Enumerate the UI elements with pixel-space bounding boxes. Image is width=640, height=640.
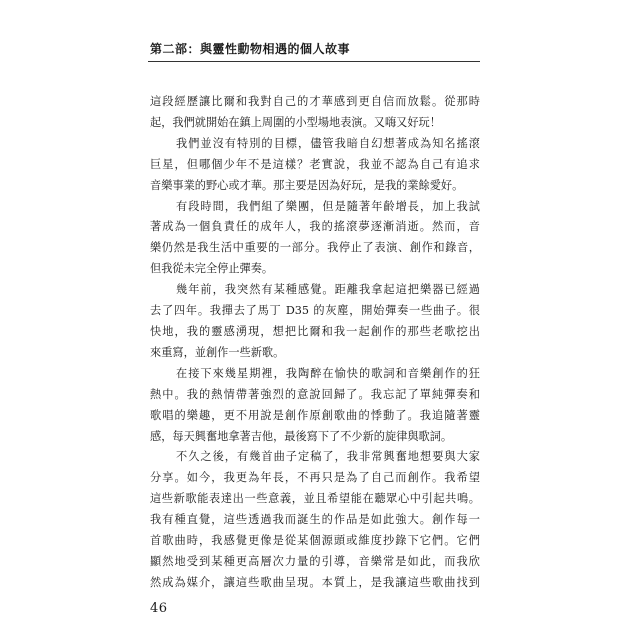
header-rule (148, 61, 480, 62)
text-line: 音樂事業的野心或才華。那主要是因為好玩，是我的業餘愛好。 (150, 178, 464, 192)
text-line: 熱中。我的熱情帶著強烈的意說回歸了。我忘記了單純彈奏和 (150, 387, 480, 401)
text-line: 不久之後，有幾首曲子定稿了，我非常興奮地想要與大家 (176, 450, 480, 464)
text-line: 首歌曲時，我感覺更像是從某個源頭或維度抄錄下它們。它們 (150, 534, 480, 548)
text-line: 但我從未完全停止彈奏。 (150, 262, 274, 276)
text-line: 然成為媒介，讓這些歌曲呈現。本質上，是我讓這些歌曲找到 (150, 575, 480, 589)
text-line: 這些新歌能表達出一些意義，並且希望能在聽眾心中引起共鳴。 (150, 492, 480, 506)
text-line: 顯然地受到某種更高層次力量的引導，音樂常是如此，而我欣 (150, 554, 480, 568)
text-line: 分享。如今，我更為年長，不再只是為了自己而創作。我希望 (150, 471, 480, 485)
running-header: 第二部：與靈性動物相遇的個人故事 (150, 42, 351, 56)
text-line: 幾年前，我突然有某種感覺。距離我拿起這把樂器已經過 (176, 283, 480, 297)
text-line: 在接下來幾星期裡，我陶醉在愉快的歌詞和音樂創作的狂 (176, 366, 480, 380)
text-line: 我有種直覺，這些透過我而誕生的作品是如此強大。創作每一 (150, 513, 480, 527)
text-line: 我們並沒有特別的目標，儘管我暗自幻想著成為知名搖滾 (176, 136, 480, 150)
body-text (150, 92, 480, 594)
text-line: 來重寫，並創作一些新歌。 (150, 345, 285, 359)
page-number: 46 (150, 601, 168, 616)
text-line: 去了四年。我撣去了馬丁 D35 的灰塵，開始彈奏一些曲子。很 (150, 304, 480, 318)
text-line: 歌唱的樂趣，更不用說是創作原創歌曲的悸動了。我追隨著靈 (150, 408, 480, 422)
text-line: 巨星，但哪個少年不是這樣？老實說，我並不認為自己有追求 (150, 157, 480, 171)
text-line: 樂仍然是我生活中重要的一部分。我停止了表演、創作和錄音， (150, 241, 480, 255)
text-line: 著成為一個負責任的成年人，我的搖滾夢逐漸消逝。然而，音 (150, 220, 480, 234)
text-line: 起，我們就開始在鎮上周圍的小型場地表演。又嗨又好玩！ (150, 115, 441, 129)
text-line: 有段時間，我們組了樂團，但是隨著年齡增長，加上我試 (176, 199, 480, 213)
text-line: 這段經歷讓比爾和我對自己的才華感到更自信而放鬆。從那時 (150, 95, 480, 108)
text-line: 快地，我的靈感湧現，想把比爾和我一起創作的那些老歌挖出 (150, 324, 480, 338)
text-line: 感，每天興奮地拿著吉他，最後寫下了不少新的旋律與歌詞。 (150, 429, 453, 443)
